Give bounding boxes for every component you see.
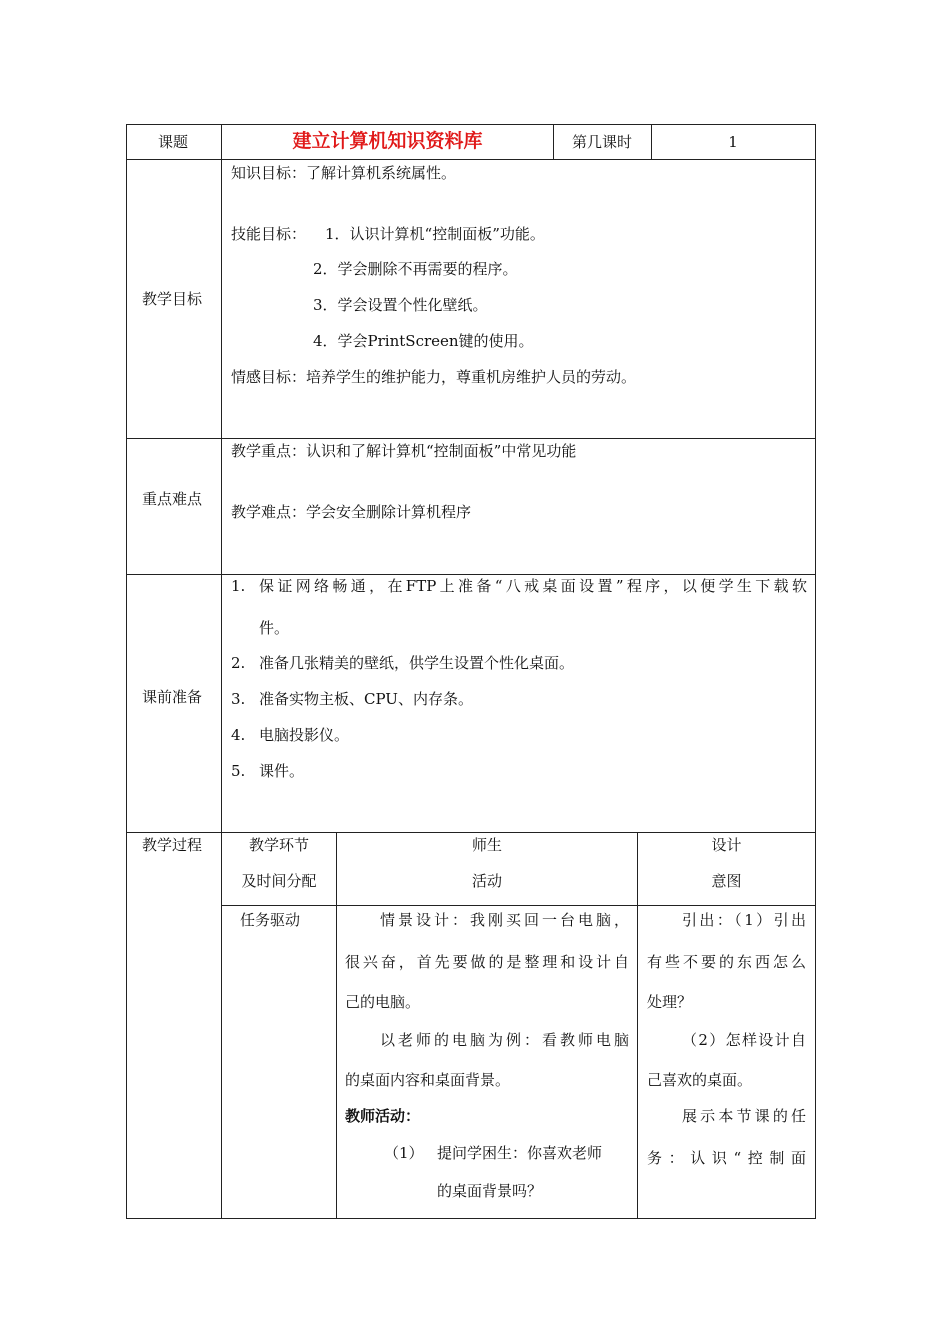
skill-goal-prefix: 技能目标： xyxy=(231,225,307,243)
preparation-label: 课前准备 xyxy=(142,688,203,706)
teaching-difficulty: 教学难点：学会安全删除计算机程序 xyxy=(231,503,472,521)
design-line: 有些不要的东西怎么 xyxy=(647,953,806,971)
teacher-activity-heading: 教师活动： xyxy=(345,1107,421,1125)
question-line1: 提问学困生：你喜欢老师 xyxy=(437,1144,603,1162)
key-points-label: 重点难点 xyxy=(142,490,203,508)
activity-line: 的桌面内容和桌面背景。 xyxy=(345,1071,511,1089)
col-design-header-line1: 设计 xyxy=(711,836,742,854)
page-title: 建立计算机知识资料库 xyxy=(292,130,483,152)
process-label: 教学过程 xyxy=(142,836,203,854)
col-stage-header-line1: 教学环节 xyxy=(248,836,309,854)
prep-item-4-number: 4. xyxy=(231,726,246,744)
design-line: 引出：（1）引出 xyxy=(682,911,806,929)
design-line: （2）怎样设计自 xyxy=(682,1031,806,1049)
skill-item-4: 4．学会PrintScreen键的使用。 xyxy=(313,332,534,350)
stage-task-driven: 任务驱动 xyxy=(240,911,301,929)
prep-item-3-number: 3. xyxy=(231,690,246,708)
prep-item-2-number: 2. xyxy=(231,654,246,672)
skill-item-1: 1．认识计算机“控制面板”功能。 xyxy=(325,225,545,243)
design-line: 务：认识“控制面 xyxy=(647,1149,806,1167)
lesson-number: 1 xyxy=(728,133,738,151)
prep-item-3: 准备实物主板、CPU、内存条。 xyxy=(259,690,473,708)
skill-item-2: 2．学会删除不再需要的程序。 xyxy=(313,260,518,278)
design-line: 处理？ xyxy=(647,993,693,1011)
lesson-label: 第几课时 xyxy=(571,133,632,151)
skill-item-3: 3．学会设置个性化壁纸。 xyxy=(313,296,488,314)
design-line: 展示本节课的任 xyxy=(682,1107,806,1125)
activity-line: 很兴奋，首先要做的是整理和设计自 xyxy=(345,953,629,971)
emotion-goal: 情感目标：培养学生的维护能力，尊重机房维护人员的劳动。 xyxy=(231,368,637,386)
col-stage-header-line2: 及时间分配 xyxy=(241,872,317,890)
activity-line: 己的电脑。 xyxy=(345,993,421,1011)
objectives-label: 教学目标 xyxy=(142,290,203,308)
design-line: 己喜欢的桌面。 xyxy=(647,1071,753,1089)
activity-line: 情景设计：我刚买回一台电脑， xyxy=(380,911,629,929)
prep-item-5: 课件。 xyxy=(259,762,305,780)
col-design-header-line2: 意图 xyxy=(711,872,742,890)
prep-item-2: 准备几张精美的壁纸，供学生设置个性化桌面。 xyxy=(259,654,575,672)
question-line2: 的桌面背景吗？ xyxy=(437,1182,543,1200)
knowledge-goal: 知识目标：了解计算机系统属性。 xyxy=(231,164,457,182)
prep-item-5-number: 5. xyxy=(231,762,246,780)
prep-item-4: 电脑投影仪。 xyxy=(259,726,350,744)
col-activity-header-line2: 活动 xyxy=(471,872,502,890)
prep-item-1-line2: 件。 xyxy=(259,619,290,637)
activity-line: 以老师的电脑为例：看教师电脑 xyxy=(380,1031,629,1049)
teaching-focus: 教学重点：认识和了解计算机“控制面板”中常见功能 xyxy=(231,442,577,460)
prep-item-1-number: 1. xyxy=(231,577,246,595)
question-number: （1） xyxy=(384,1144,424,1162)
col-activity-header-line1: 师生 xyxy=(471,836,502,854)
prep-item-1-line1: 保证网络畅通，在FTP上准备“八戒桌面设置”程序，以便学生下载软 xyxy=(259,577,807,595)
topic-label: 课题 xyxy=(158,133,189,151)
